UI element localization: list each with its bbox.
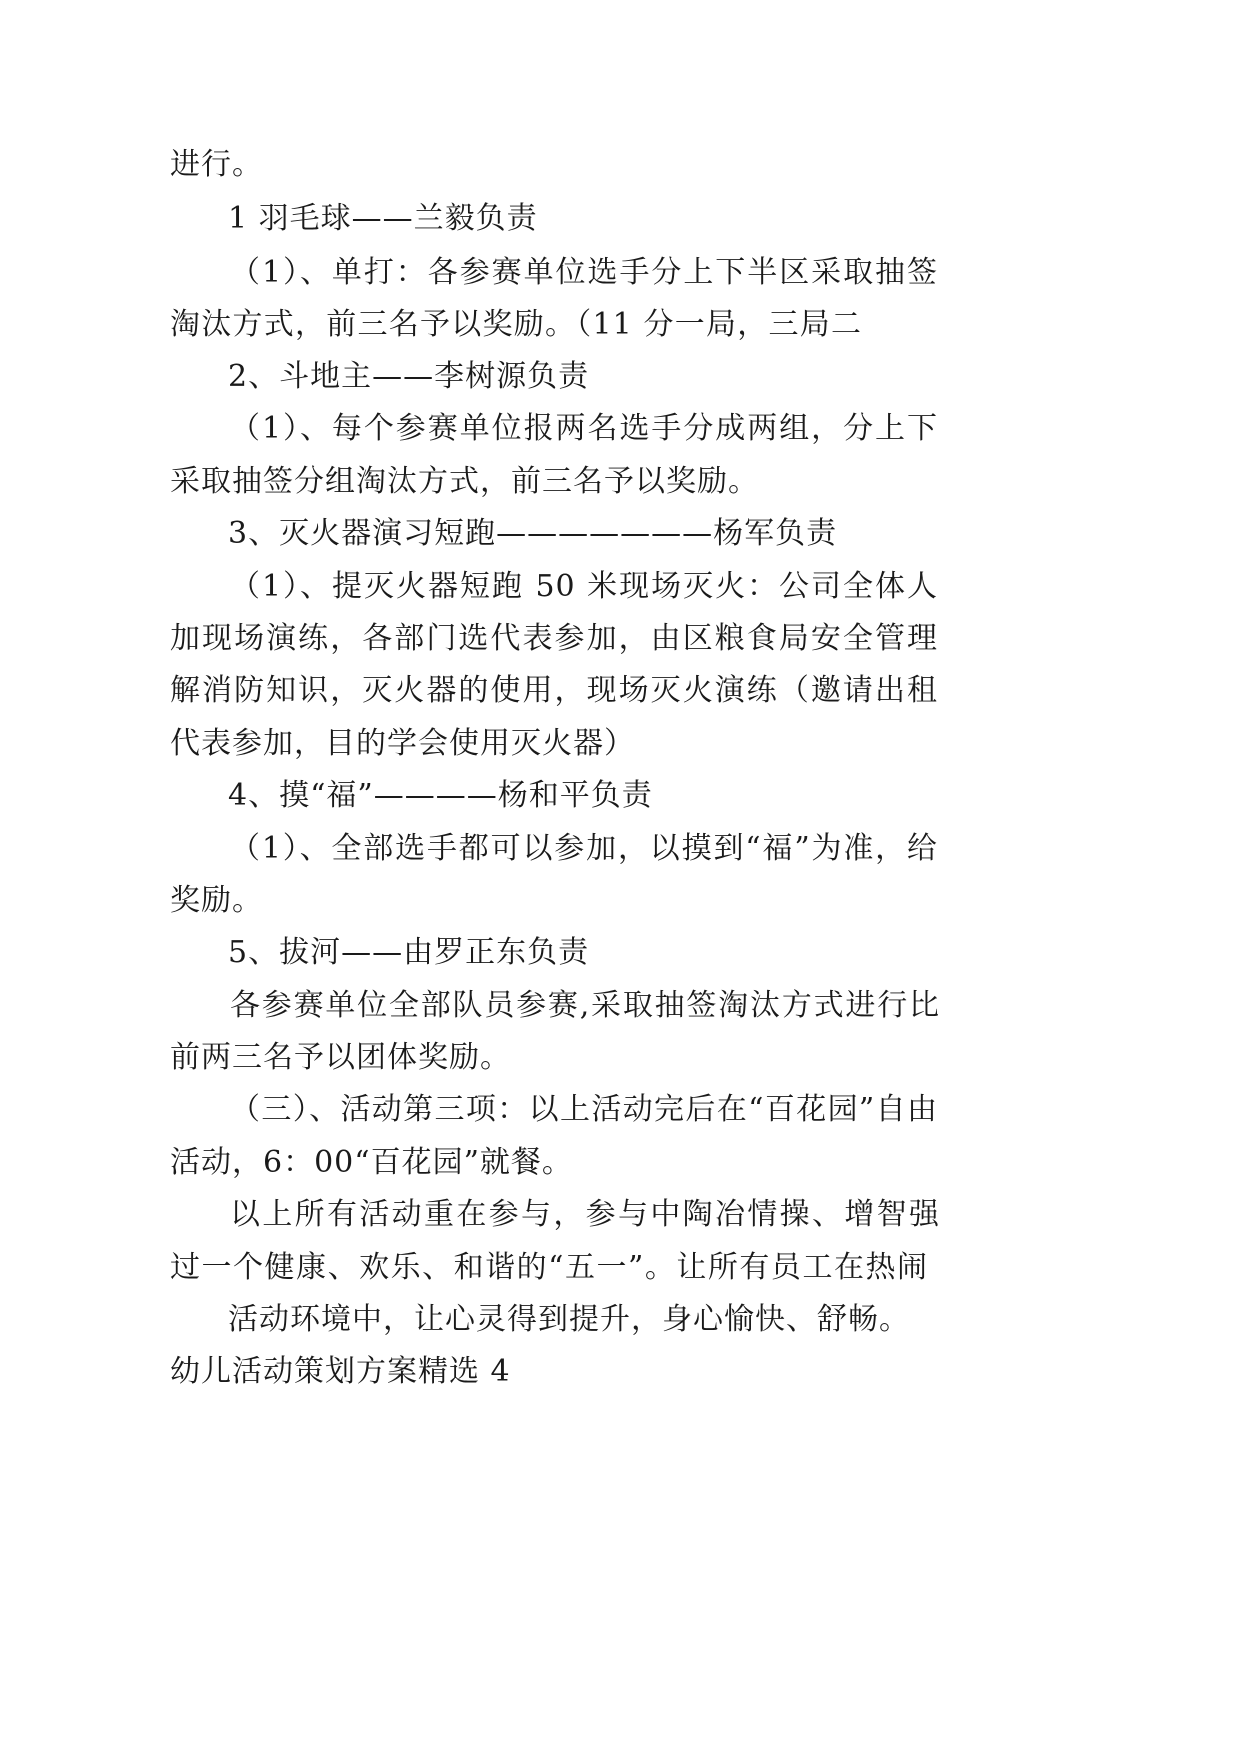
- text-line: （1）、单打：各参赛单位选手分上下半区采取抽签: [230, 255, 938, 290]
- text-line: （1）、每个参赛单位报两名选手分成两组，分上下: [230, 411, 938, 446]
- section-heading: 5、拔河——由罗正东负责: [228, 935, 590, 970]
- text-line: （1）、全部选手都可以参加，以摸到“福”为准，给: [230, 831, 938, 866]
- text-line: 采取抽签分组淘汰方式，前三名予以奖励。: [170, 464, 759, 499]
- text-line: 过一个健康、欢乐、和谐的“五一”。让所有员工在热闹: [170, 1250, 928, 1285]
- text-line: （1）、提灭火器短跑 50 米现场灭火：公司全体人: [230, 569, 938, 604]
- text-line: 进行。: [170, 147, 263, 182]
- text-line: 以上所有活动重在参与，参与中陶冶情操、增智强: [230, 1197, 940, 1232]
- text-line: 淘汰方式，前三名予以奖励。（11 分一局，三局二: [170, 307, 862, 342]
- text-line: 奖励。: [170, 883, 263, 918]
- section-heading: 2、斗地主——李树源负责: [228, 359, 590, 394]
- text-line: （三）、活动第三项：以上活动完后在“百花园”自由: [230, 1092, 938, 1127]
- text-line: 加现场演练，各部门选代表参加，由区粮食局安全管理: [170, 621, 938, 656]
- text-line: 活动环境中，让心灵得到提升，身心愉快、舒畅。: [228, 1302, 910, 1337]
- section-heading: 4、摸“福”————杨和平负责: [228, 778, 653, 813]
- text-line: 代表参加，目的学会使用灭火器）: [170, 726, 635, 761]
- section-heading: 3、灭火器演习短跑———————杨军负责: [228, 516, 838, 551]
- section-heading: 1 羽毛球——兰毅负责: [228, 201, 538, 236]
- page-heading: 幼儿活动策划方案精选 4: [170, 1354, 511, 1389]
- text-line: 前两三名予以团体奖励。: [170, 1040, 511, 1075]
- text-line: 活动，6：00“百花园”就餐。: [170, 1145, 573, 1180]
- text-line: 各参赛单位全部队员参赛,采取抽签淘汰方式进行比: [230, 988, 940, 1023]
- text-line: 解消防知识，灭火器的使用，现场灭火演练（邀请出租: [170, 673, 938, 708]
